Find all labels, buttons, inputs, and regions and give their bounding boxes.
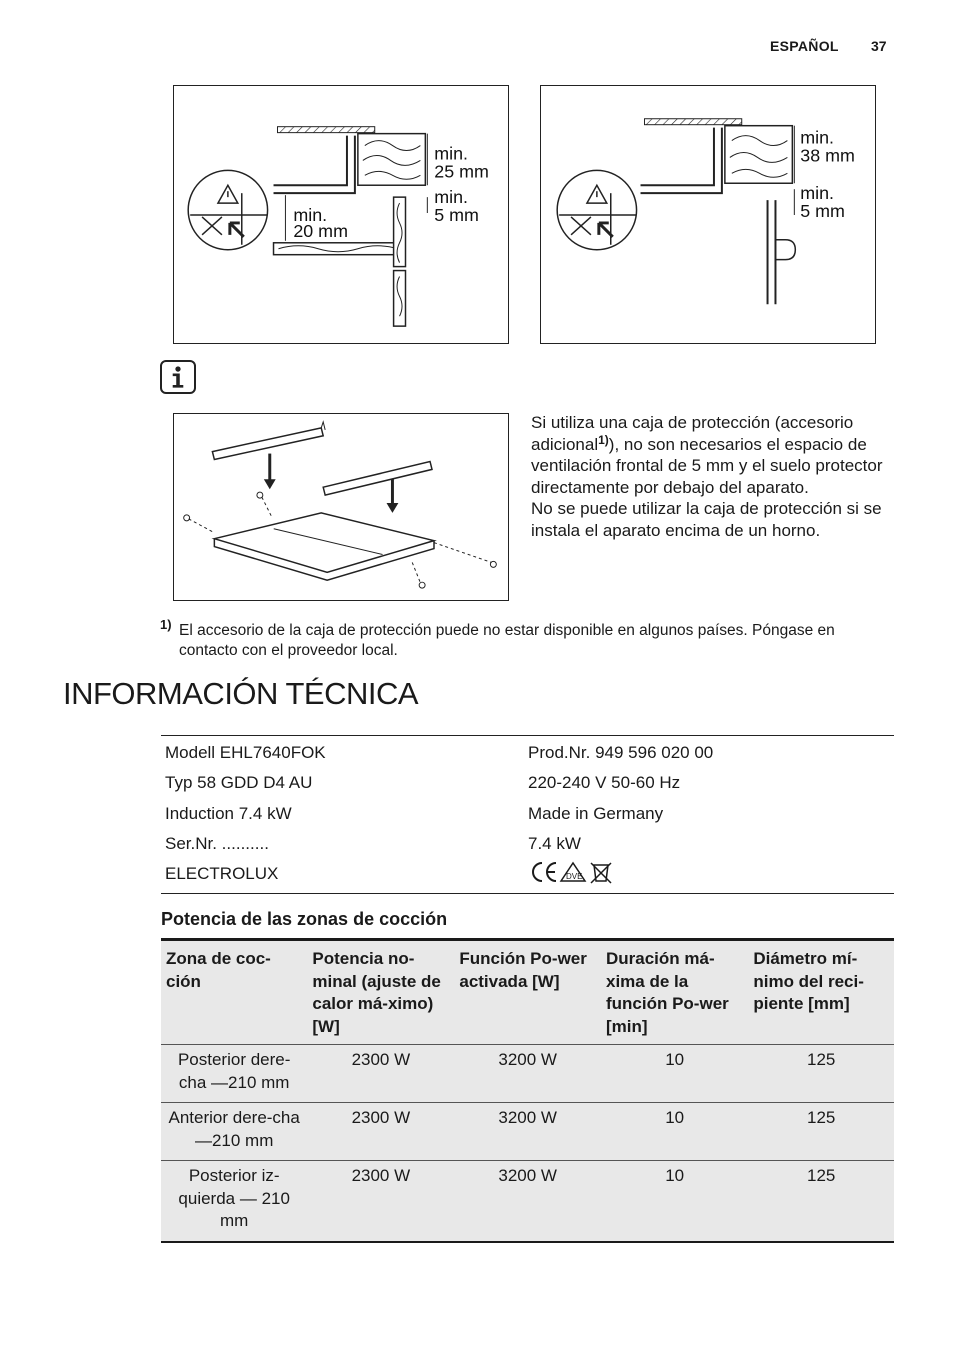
rating-plate-left-cell: Induction 7.4 kW [165,803,292,823]
dim-label: 38 mm [800,145,855,166]
table-header-row [161,940,894,1045]
column-header: Zona de coc-ción [161,940,307,1045]
dim-label: min. [800,183,835,204]
rating-plate [161,735,894,894]
table-cell: 2300 W [307,1161,454,1242]
table-cell: 3200 W [454,1161,601,1242]
table-row [161,1045,894,1103]
column-header: Duración má-xima de la función Po-wer [min] [601,940,748,1045]
protection-box-figure [173,413,509,601]
installation-figure-right [540,85,876,344]
dim-label: min. [293,204,328,225]
table-cell: 3200 W [454,1103,601,1161]
table-row [161,1161,894,1242]
footnote-text: El accesorio de la caja de protección puede no estar disponible en algunos países. Póngase en contacto con el proveedor local. [179,622,835,659]
rating-plate-row [161,738,894,768]
table-cell: Anterior dere-cha —210 mm [161,1103,307,1161]
rating-plate-left-cell: Ser.Nr. .......... [165,834,269,854]
svg-text:DVE: DVE [566,871,583,881]
table-cell: 10 [601,1161,748,1242]
table-cell: 125 [748,1045,894,1103]
rating-plate-row [161,829,894,859]
section-title: INFORMACIÓN TÉCNICA [63,676,419,711]
info-note-text-before: Si utiliza una caja de protección (accesorio adicional [531,413,854,454]
vde-mark [561,863,585,881]
footnote-marker: 1) [160,617,172,632]
table-cell: 2300 W [307,1103,454,1161]
weee-crossed-bin-icon [591,863,611,883]
page-number: 37 [871,38,887,54]
table-cell: 125 [748,1103,894,1161]
table-cell: 3200 W [454,1045,601,1103]
column-header: Diámetro mí-nimo del reci-piente [mm] [748,940,894,1045]
rating-plate-right-cell: Prod.Nr. 949 596 020 00 [528,743,714,763]
dim-label: 5 mm [800,200,845,221]
dim-label: 25 mm [434,161,489,182]
footnote-reference: 1) [598,432,609,447]
rating-plate-left-cell: Typ 58 GDD D4 AU [165,773,313,793]
rating-plate-right-cell: 7.4 kW [528,834,581,854]
table-cell: 2300 W [307,1045,454,1103]
rating-plate-right-cell: 220-240 V 50-60 Hz [528,773,681,793]
table-cell: 10 [601,1045,748,1103]
dim-label: 5 mm [434,204,479,225]
certification-marks [528,859,894,890]
table-cell: 125 [748,1161,894,1242]
installation-figure-left [173,85,509,344]
dim-label: 20 mm [293,220,348,241]
table-cell: Posterior iz-quierda — 210 mm [161,1161,307,1242]
column-header: Función Po-wer activada [W] [454,940,601,1045]
subsection-title: Potencia de las zonas de cocción [161,909,448,929]
column-header: Potencia no-minal (ajuste de calor má-ximo) [W] [307,940,454,1045]
dim-label: min. [434,143,469,164]
rating-plate-row [161,799,894,829]
dim-label: min. [434,187,469,208]
rating-plate-row [161,768,894,798]
info-icon [160,360,196,394]
ce-mark [533,863,556,881]
dim-label: min. [800,127,835,148]
info-note-text-line2: No se puede utilizar la caja de protección si se instala el aparato encima de un horno. [531,499,882,540]
rating-plate-row [161,859,894,889]
rating-plate-right-cell: Made in Germany [528,803,664,823]
header-language: ESPAÑOL [770,38,839,54]
table-row [161,1103,894,1161]
table-cell: Posterior dere-cha —210 mm [161,1045,307,1103]
info-note-text-after: ), no son necesarios el espacio de ventilación frontal de 5 mm y el suelo protector directamente por debajo del aparato. [531,434,883,497]
rating-plate-left-cell: Modell EHL7640FOK [165,743,326,763]
info-note-text [531,412,891,542]
table-cell: 10 [601,1103,748,1161]
cooking-zone-power-table [161,938,894,1243]
rating-plate-left-cell: ELECTROLUX [165,864,279,884]
